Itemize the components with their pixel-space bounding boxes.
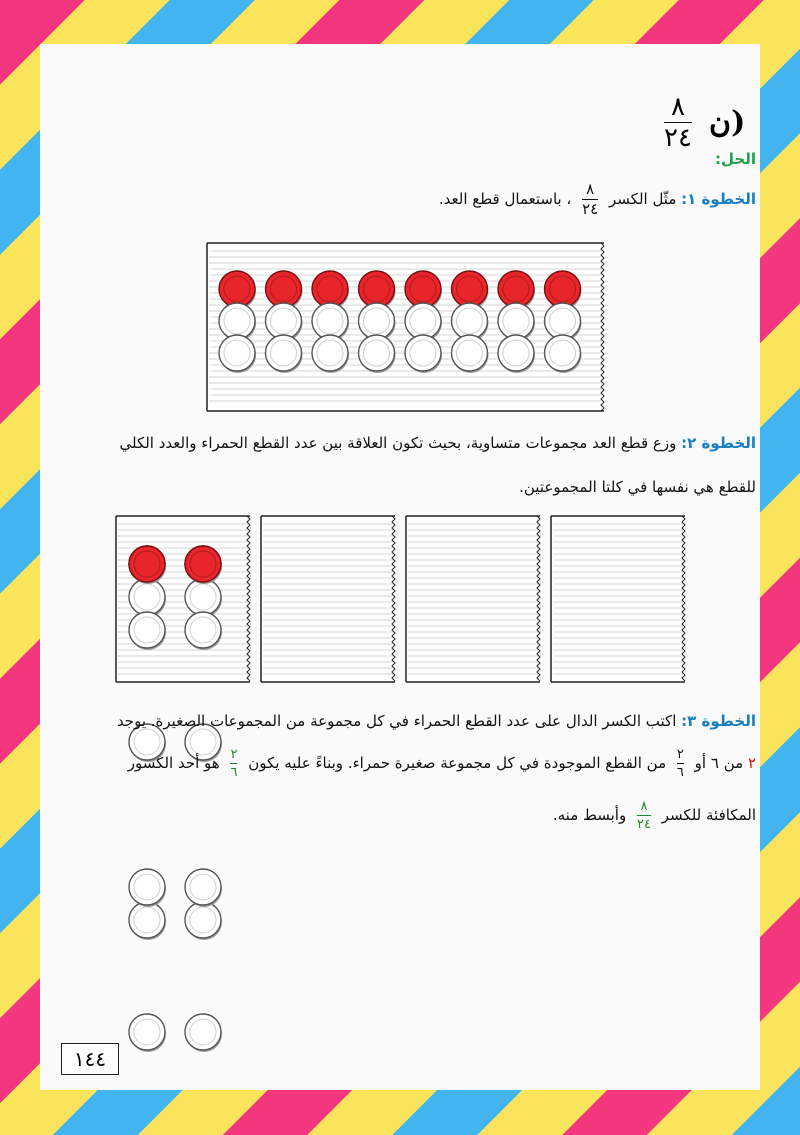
step3-line2 (128, 748, 756, 779)
model1-tray (207, 243, 604, 411)
step1-text-before: مثّل الكسر (609, 190, 677, 208)
step1-label: الخطوة ١: (681, 190, 756, 208)
step3-line3 (553, 800, 756, 831)
step3-fraction-a-numerator: ٢ (676, 747, 684, 762)
step3-fraction-b (230, 748, 237, 779)
problem-numerator: ٨ (670, 92, 685, 122)
step3-text-line1: اكتب الكسر الدال على عدد القطع الحمراء في كل مجموعة من المجموعات الصغيرة. يوجد (116, 712, 677, 730)
step3-label: الخطوة ٣: (681, 712, 756, 730)
step2-text-line1: وزع قطع العد مجموعات متساوية، بحيث تكون العلاقة بين عدد القطع الحمراء والعدد الكلي (119, 434, 677, 452)
step1-fraction (582, 182, 598, 217)
step3-text-c: هو أحد الكسور (127, 754, 220, 772)
counters-model-groups (116, 516, 696, 682)
step3-text-a: من ٦ أو (694, 754, 744, 772)
step1-text-after: ، باستعمال قطع العد. (438, 190, 572, 208)
step3-red-number: ٢ (747, 754, 756, 772)
step3-fraction-c-numerator: ٨ (640, 799, 648, 814)
step3-fraction-c (637, 800, 651, 831)
step3-fraction-a (677, 748, 684, 779)
problem-fraction (664, 94, 692, 151)
model2-group1-tray (116, 516, 250, 682)
step2-line1 (119, 434, 756, 452)
step3-line1 (117, 712, 756, 730)
step3-fraction-b-numerator: ٢ (230, 747, 238, 762)
step3-fraction-a-denominator: ٦ (676, 765, 684, 780)
step3-fraction-c-denominator: ٢٤ (637, 817, 651, 832)
problem-header (658, 94, 745, 151)
step3-text-line3-a: المكافئة للكسر (661, 806, 756, 824)
step3-text-line3-b: وأبسط منه. (552, 806, 627, 824)
step3-text-b: من القطع الموجودة في كل مجموعة صغيرة حمراء. وبناءً عليه يكون (248, 754, 667, 772)
step2-label: الخطوة ٢: (681, 434, 756, 452)
step1-fraction-numerator: ٨ (586, 180, 595, 198)
problem-denominator: ٢٤ (664, 123, 692, 153)
solution-label: الحل: (715, 150, 756, 168)
page-number: ١٤٤ (61, 1043, 119, 1075)
step2-text-line2: للقطع هي نفسها في كلتا المجموعتين. (519, 478, 756, 496)
counters-model-full (207, 243, 604, 411)
step3-fraction-b-denominator: ٦ (230, 765, 238, 780)
step1-fraction-denominator: ٢٤ (582, 200, 599, 218)
step1-line (439, 182, 756, 217)
problem-letter: ن) (709, 105, 746, 140)
